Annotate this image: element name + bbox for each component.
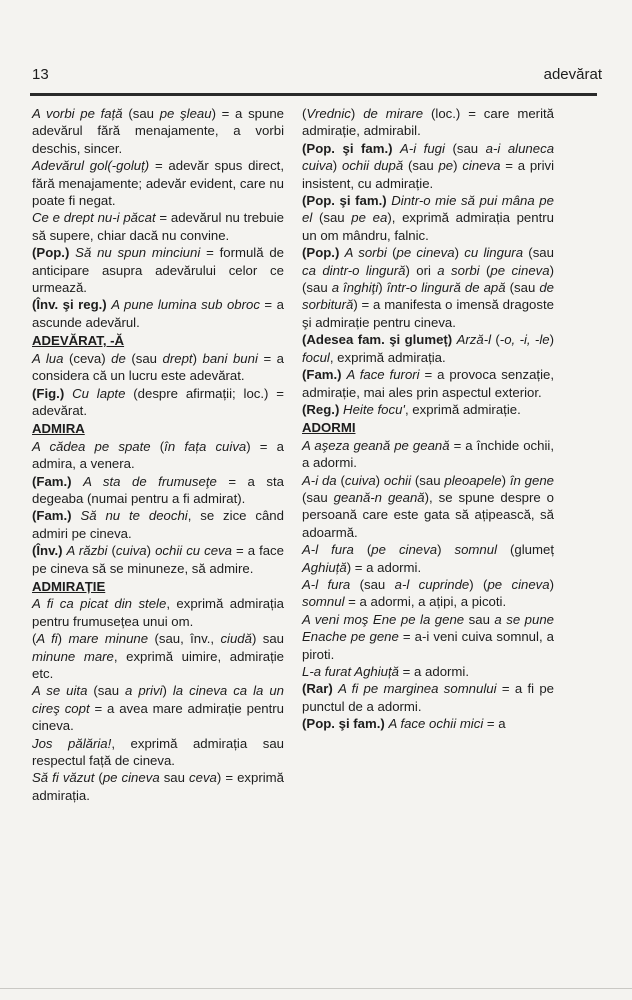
dictionary-entry: (Pop.) A sorbi (pe cineva) cu lingura (sau ca dintr-o lingură) ori a sorbi (pe cineva) (sau a înghiţi) într-o lingură de apă (sau de sorbitură) = a manifesta o imensă dragoste şi admirație pentru cineva. [302,245,554,330]
page-number: 13 [32,66,49,83]
dictionary-entry: (Fam.) A sta de frumuseţe = a sta degeaba (numai pentru a fi admirat). [32,473,284,506]
dictionary-entry: A veni moş Ene pe la gene sau a se pune Enache pe gene = a-i veni cuiva somnul, a piroti. [302,611,554,662]
dictionary-entry: (Fam.) A face furori = a provoca senzație, admirație, mai ales prin aspectul exterior. [302,367,555,400]
dictionary-entry: (Pop. şi fam.) A face ochii mici = a [302,716,506,732]
dictionary-entry: A se uita (sau a privi) la cineva ca la un cireş copt = a avea mare admirație pentru cineva. [32,683,285,734]
dictionary-entry: A fi ca picat din stele, exprimă admirația pentru frumusețea unui om. [32,596,284,629]
dictionary-entry: (A fi) mare minune (sau, înv., ciudă) sau minune mare, exprimă uimire, admirație etc. [32,631,284,681]
headword: ADMIRAȚIE [32,578,106,594]
dictionary-entry: (Pop.) Să nu spun minciuni = formulă de anticipare asupra adevărului celor ce urmează. [32,245,285,296]
right-column [302,105,554,733]
dictionary-entry: (Fam.) Să nu te deochi, se zice când admiri pe cineva. [32,508,284,541]
dictionary-entry: (Vrednic) de mirare (loc.) = care merită admirație, admirabil. [302,106,554,139]
dictionary-entry: (Pop. şi fam.) Dintr-o mie să pui mâna pe el (sau pe ea), exprimă admirația pentru un om mândru, falnic. [302,193,554,243]
dictionary-entry: (Pop. şi fam.) A-i fugi (sau a-i aluneca cuiva) ochii după (sau pe) cineva = a privi insistent, cu admirație. [302,140,555,191]
dictionary-entry: A-i da (cuiva) ochii (sau pleoapele) în gene (sau geană-n geană), se spune despre o persoană care este gata să ațipească, să adoarmă. [302,472,555,540]
dictionary-entry: A lua (ceva) de (sau drept) bani buni = a considera că un lucru este adevărat. [32,350,285,384]
dictionary-entry: A-l fura (sau a-l cuprinde) (pe cineva) somnul = a adormi, a ațipi, a picoti. [302,576,555,610]
dictionary-entry: L-a furat Aghiuță = a adormi. [302,664,470,679]
dictionary-entry: A-l fura (pe cineva) somnul (glumeț Aghiuță) = a adormi. [302,542,554,575]
running-head: adevărat [543,66,602,83]
dictionary-entry: A vorbi pe față (sau pe şleau) = a spune adevărul fără menajamente, a vorbi deschis, sincer. [32,106,285,156]
dictionary-entry: Adevărul gol(-goluț) = adevăr spus direct, fără menajamente; adevăr evident, care nu poate fi negat. [32,158,284,209]
dictionary-entry: (Înv.) A răzbi (cuiva) ochii cu ceva = a face pe cineva să se minuneze, să admire. [32,543,284,576]
dictionary-entry: Să fi văzut (pe cineva sau ceva) = exprimă admirația. [32,770,284,803]
dictionary-entry: (Înv. şi reg.) A pune lumina sub obroc = a ascunde adevărul. [32,297,284,330]
dictionary-entry: (Fig.) Cu lapte (despre afirmații; loc.) = adevărat. [32,385,284,418]
left-column [32,105,284,804]
dictionary-entry: Jos pălăria!, exprimă admirația sau respectul față de cineva. [32,735,284,769]
headword: ADMIRA [32,421,85,437]
page-header [30,66,602,88]
dictionary-entry: A cădea pe spate (în fața cuiva) = a admira, a venera. [32,438,284,472]
dictionary-entry: (Reg.) Heite focu', exprimă admirație. [302,401,521,417]
dictionary-entry: Ce e drept nu-i păcat = adevărul nu trebuie să supere, chiar dacă nu convine. [32,210,284,243]
dictionary-entry: (Rar) A fi pe marginea somnului = a fi pe punctul de a adormi. [302,681,554,714]
header-rule [30,93,597,96]
headword: ADEVĂRAT, -Ă [32,333,125,349]
dictionary-entry: A aşeza geană pe geană = a închide ochii, a adormi. [302,437,554,471]
bottom-edge-line [0,988,632,989]
dictionary-entry: (Adesea fam. şi glumeț) Arză-l (-o, -i, -le) focul, exprimă admirația. [302,332,554,365]
headword: ADORMI [302,420,356,436]
